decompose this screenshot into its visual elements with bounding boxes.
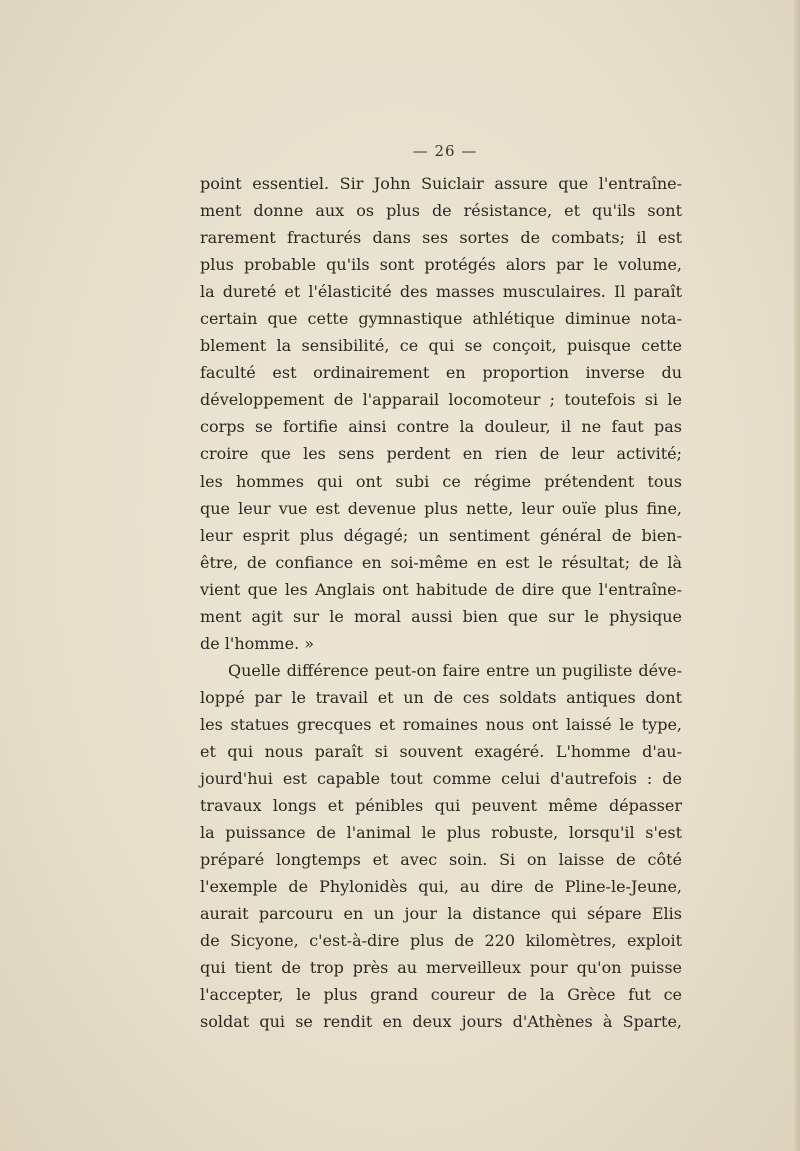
text-line: les hommes qui ont subi ce régime prétendent tous [200,471,682,491]
text-line: ment agit sur le moral aussi bien que sur le physique [200,606,682,626]
text-line: croire que les sens perdent en rien de leur activité; [200,444,682,464]
text-line: préparé longtemps et avec soin. Si on laisse de côté [200,850,682,870]
text-line: plus probable qu'ils sont protégés alors par le volume, [200,255,682,275]
text-line: certain que cette gymnastique athlétique diminue nota- [200,309,682,329]
text-line: la puissance de l'animal le plus robuste, lorsqu'il s'est [200,823,682,843]
text-line: faculté est ordinairement en proportion inverse du [200,363,682,383]
text-line: loppé par le travail et un de ces soldats antiques dont [200,687,682,707]
text-line: de Sicyone, c'est-à-dire plus de 220 kilomètres, exploit [200,931,682,951]
text-line: leur esprit plus dégagé; un sentiment général de bien- [200,525,682,545]
text-line: de l'homme. » [200,633,315,653]
text-line: soldat qui se rendit en deux jours d'Athènes à Sparte, [200,1012,682,1032]
text-line: être, de confiance en soi-même en est le résultat; de là [200,552,682,572]
text-line: aurait parcouru en un jour la distance qui sépare Elis [200,904,682,924]
text-line: l'exemple de Phylonidès qui, au dire de Pline-le-Jeune, [200,877,682,897]
text-line: qui tient de trop près au merveilleux pour qu'on puisse [200,958,682,978]
page-edge-shadow [794,0,800,1151]
text-line: jourd'hui est capable tout comme celui d'autrefois : de [200,769,682,789]
text-line: Quelle différence peut-on faire entre un pugiliste déve- [228,660,682,680]
text-line: l'accepter, le plus grand coureur de la Grèce fut ce [200,985,682,1005]
text-line: les statues grecques et romaines nous ont laissé le type, [200,714,682,734]
text-line: ment donne aux os plus de résistance, et qu'ils sont [200,201,682,221]
text-line: corps se fortifie ainsi contre la douleur, il ne faut pas [200,417,682,437]
text-line: la dureté et l'élasticité des masses musculaires. Il paraît [200,282,682,302]
text-line: que leur vue est devenue plus nette, leur ouïe plus fine, [200,498,682,518]
page-number: — 26 — [412,142,478,160]
body-text [200,170,682,1036]
text-line: blement la sensibilité, ce qui se conçoit, puisque cette [200,336,682,356]
text-line: développement de l'apparail locomoteur ; toutefois si le [200,390,682,410]
text-line: travaux longs et pénibles qui peuvent même dépasser [200,796,682,816]
text-line: et qui nous paraît si souvent exagéré. L'homme d'au- [200,741,682,761]
text-line: vient que les Anglais ont habitude de dire que l'entraîne- [200,579,682,599]
text-line: rarement fracturés dans ses sortes de combats; il est [200,228,682,248]
text-line: point essentiel. Sir John Suiclair assure que l'entraîne- [200,174,682,193]
